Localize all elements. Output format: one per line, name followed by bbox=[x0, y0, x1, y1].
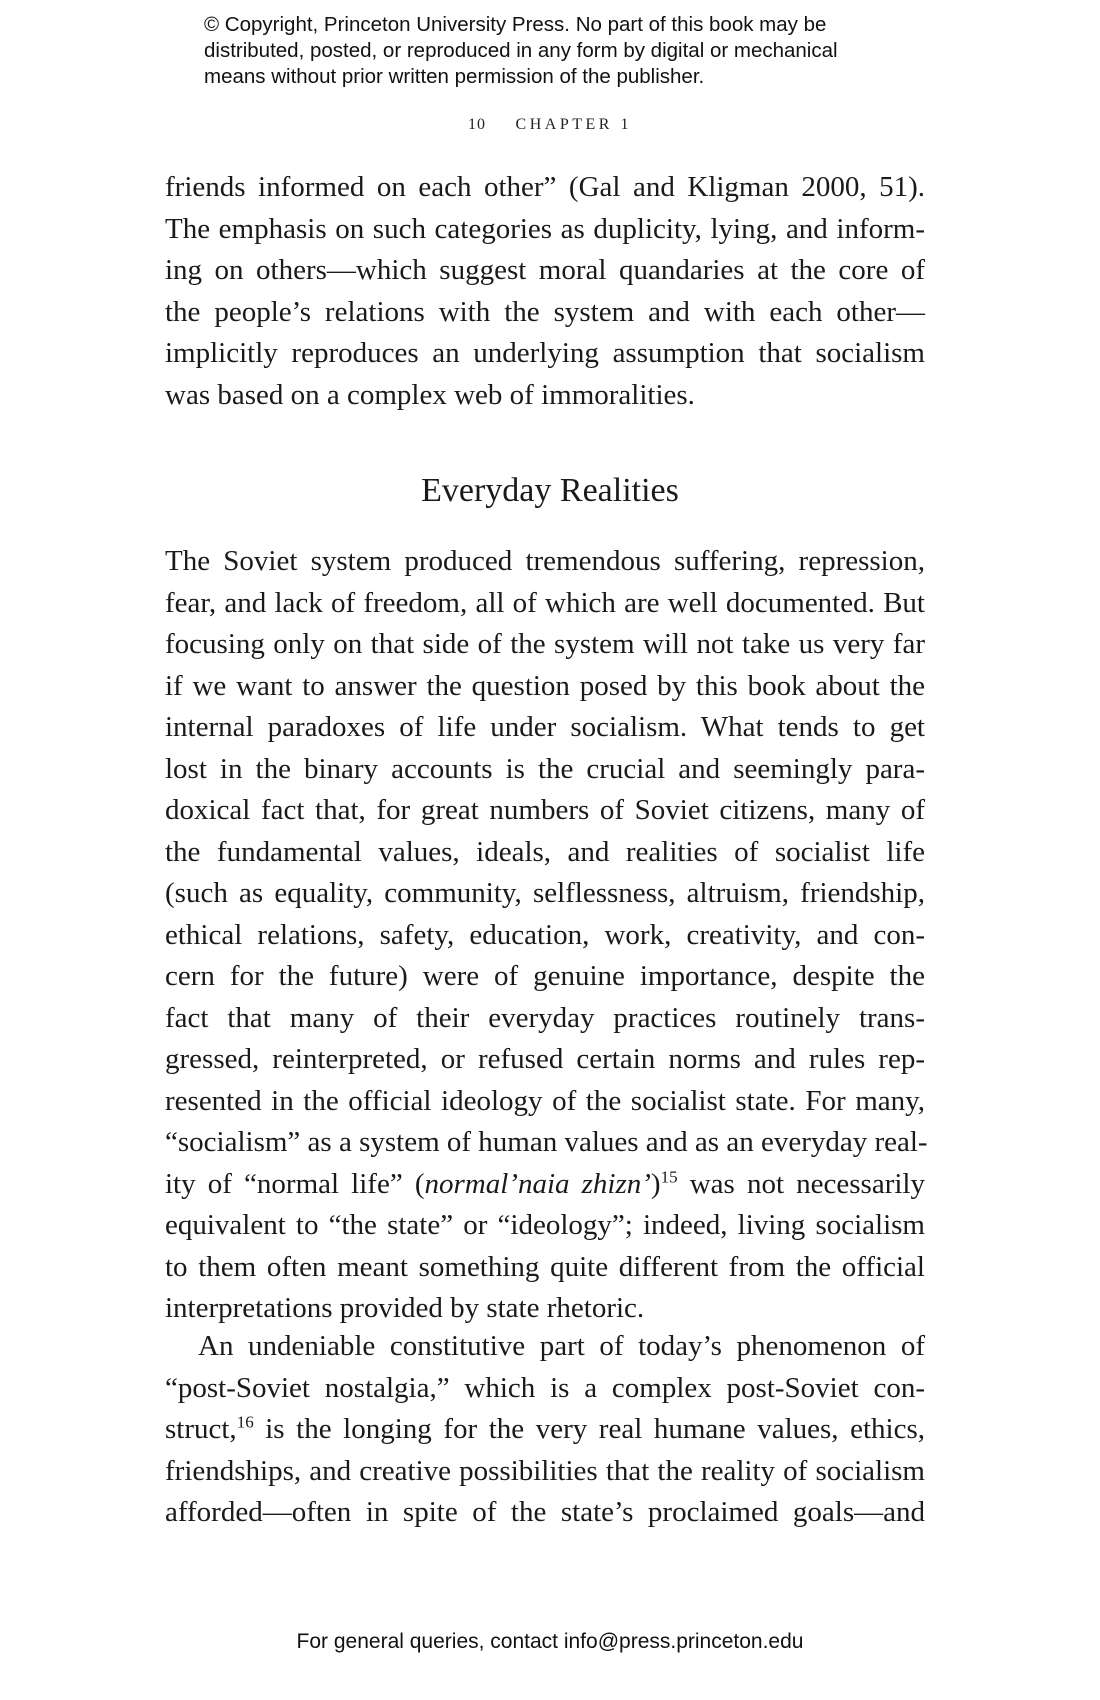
text-line: to them often meant something quite different from the official bbox=[165, 1250, 925, 1283]
page-number: 10 bbox=[468, 116, 487, 133]
text-line: fear, and lack of freedom, all of which are well documented. But bbox=[165, 586, 925, 619]
italic-term: normal’naia zhizn’ bbox=[424, 1167, 651, 1200]
text-line: fact that many of their everyday practices routinely trans- bbox=[165, 1001, 925, 1034]
text-line: friendships, and creative possibilities that the reality of socialism bbox=[165, 1454, 925, 1487]
paragraph-nostalgia bbox=[165, 1326, 925, 1534]
text-line: equivalent to “the state” or “ideology”; indeed, living socialism bbox=[165, 1209, 925, 1241]
text-line: doxical fact that, for great numbers of Soviet citizens, many of bbox=[165, 794, 925, 826]
text-segment: ) bbox=[650, 1167, 661, 1200]
text-line: implicitly reproduces an underlying assumption that socialism bbox=[165, 337, 925, 369]
text-line: interpretations provided by state rhetoric. bbox=[165, 1292, 645, 1324]
text-segment: ity of “normal life” ( bbox=[165, 1167, 425, 1200]
paragraph-everyday-realities bbox=[165, 541, 928, 1330]
text-segment: struct, bbox=[165, 1413, 237, 1445]
section-heading: Everyday Realities bbox=[421, 472, 679, 509]
text-line: gressed, reinterpreted, or refused certain norms and rules rep- bbox=[165, 1043, 925, 1075]
footer-contact: For general queries, contact info@press.princeton.edu bbox=[296, 1630, 804, 1653]
paragraph-continued bbox=[165, 167, 925, 416]
text-line: friends informed on each other” (Gal and Kligman 2000, 51). bbox=[165, 171, 925, 203]
text-segment: was not necessarily bbox=[677, 1167, 925, 1200]
chapter-label: CHAPTER 1 bbox=[515, 116, 632, 133]
text-line: The Soviet system produced tremendous suffering, repression, bbox=[165, 545, 925, 577]
running-head bbox=[0, 116, 1100, 134]
text-line: if we want to answer the question posed by this book about the bbox=[165, 669, 925, 702]
text-line: An undeniable constitutive part of today’s phenomenon of bbox=[198, 1330, 925, 1362]
copyright-notice bbox=[204, 12, 924, 90]
text-line: the people’s relations with the system and with each other— bbox=[165, 295, 925, 328]
text-line: “post-Soviet nostalgia,” which is a complex post-Soviet con- bbox=[165, 1371, 925, 1404]
footnote-marker: 15 bbox=[660, 1166, 678, 1186]
text-line: “socialism” as a system of human values and as an everyday real- bbox=[165, 1126, 928, 1158]
text-line: The emphasis on such categories as duplicity, lying, and inform- bbox=[165, 212, 925, 245]
text-line: the fundamental values, ideals, and realities of socialist life bbox=[165, 835, 925, 868]
text-line: focusing only on that side of the system will not take us very far bbox=[165, 628, 925, 660]
copyright-line: means without prior written permission of the publisher. bbox=[204, 65, 705, 88]
text-line: resented in the official ideology of the socialist state. For many, bbox=[165, 1084, 925, 1117]
text-line: afforded—often in spite of the state’s proclaimed goals—and bbox=[165, 1496, 925, 1528]
footnote-marker: 16 bbox=[236, 1412, 254, 1432]
text-line: cern for the future) were of genuine importance, despite the bbox=[165, 960, 925, 992]
text-line: ing on others—which suggest moral quandaries at the core of bbox=[165, 254, 925, 286]
copyright-line: © Copyright, Princeton University Press. No part of this book may be bbox=[204, 13, 827, 36]
text-line: ethical relations, safety, education, work, creativity, and con- bbox=[165, 918, 925, 951]
copyright-line: distributed, posted, or reproduced in any form by digital or mechanical bbox=[204, 39, 838, 62]
text-line: (such as equality, community, selflessness, altruism, friendship, bbox=[165, 877, 925, 909]
text-line bbox=[165, 1164, 925, 1206]
text-line: internal paradoxes of life under socialism. What tends to get bbox=[165, 711, 925, 743]
text-line bbox=[165, 1409, 925, 1451]
text-line: was based on a complex web of immoralities. bbox=[165, 378, 695, 411]
text-segment: is the longing for the very real humane values, ethics, bbox=[253, 1413, 925, 1445]
text-line: lost in the binary accounts is the crucial and seemingly para- bbox=[165, 752, 925, 785]
